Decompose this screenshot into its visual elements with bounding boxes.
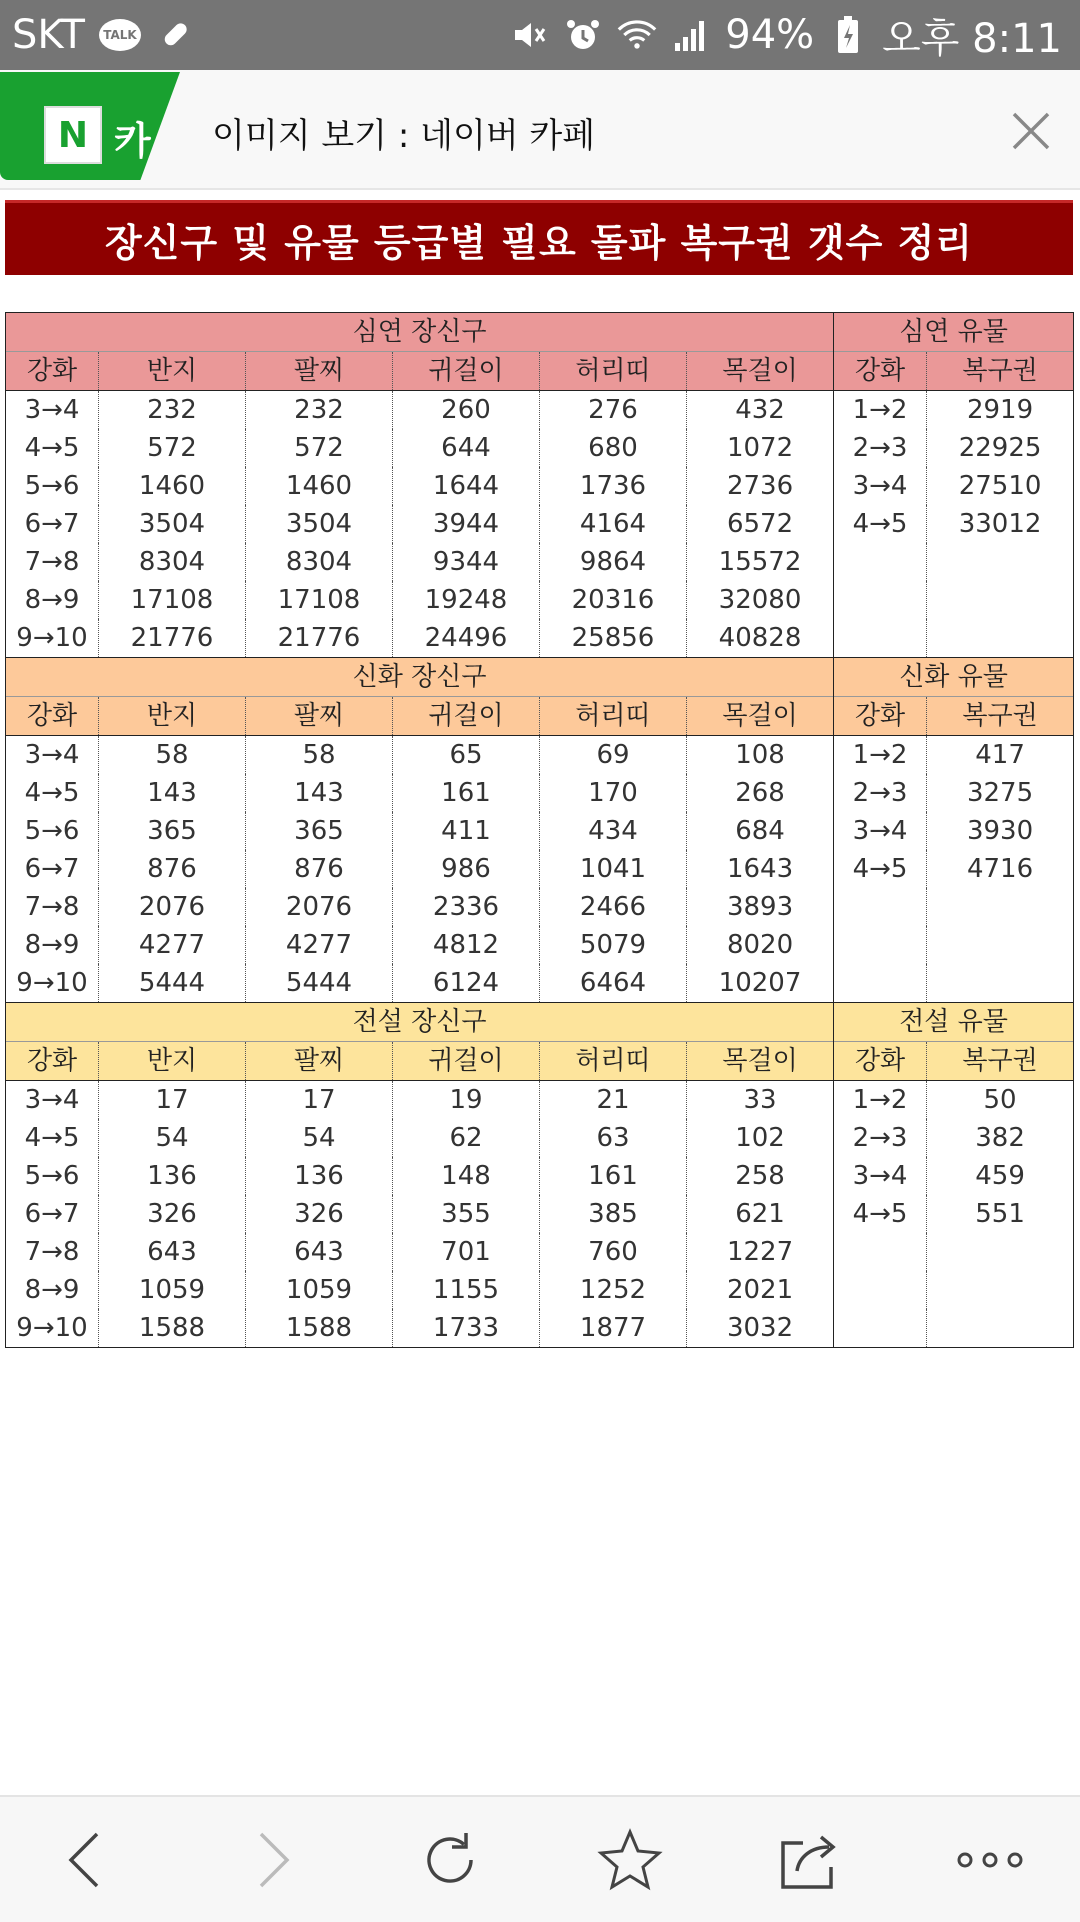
table-cell: 21776 xyxy=(99,619,246,658)
table-cell: 21 xyxy=(540,1081,687,1120)
table-cell: 1252 xyxy=(540,1271,687,1309)
table-cell: 1733 xyxy=(393,1309,540,1348)
table-cell: 459 xyxy=(927,1157,1074,1195)
section-title-row xyxy=(6,1003,1074,1042)
table-cell: 63 xyxy=(540,1119,687,1157)
relic-section-title: 신화 유물 xyxy=(834,658,1074,697)
table-row xyxy=(6,1309,1074,1348)
forward-icon xyxy=(247,1828,297,1892)
table-cell: 7→8 xyxy=(6,888,99,926)
table-cell: 3275 xyxy=(927,774,1074,812)
table-cell: 1227 xyxy=(687,1233,834,1271)
carrier-label: SKT xyxy=(12,12,85,58)
mute-icon xyxy=(509,15,549,55)
table-cell xyxy=(927,543,1074,581)
table-cell: 62 xyxy=(393,1119,540,1157)
table-cell: 17 xyxy=(246,1081,393,1120)
table-cell: 9→10 xyxy=(6,1309,99,1348)
app-header xyxy=(0,70,1080,190)
table-cell: 1588 xyxy=(246,1309,393,1348)
section-title-row xyxy=(6,658,1074,697)
table-cell: 680 xyxy=(540,429,687,467)
table-cell: 15572 xyxy=(687,543,834,581)
table-cell: 4→5 xyxy=(834,850,927,888)
table-cell: 417 xyxy=(927,736,1074,775)
table-cell: 19248 xyxy=(393,581,540,619)
table-cell: 5→6 xyxy=(6,467,99,505)
table-cell: 4277 xyxy=(99,926,246,964)
table-cell xyxy=(834,543,927,581)
table-cell: 27510 xyxy=(927,467,1074,505)
bottom-nav-bar xyxy=(0,1795,1080,1922)
table-cell: 170 xyxy=(540,774,687,812)
table-cell: 572 xyxy=(99,429,246,467)
table-cell: 2736 xyxy=(687,467,834,505)
table-cell: 326 xyxy=(246,1195,393,1233)
table-cell: 5079 xyxy=(540,926,687,964)
column-header: 목걸이 xyxy=(687,352,834,391)
share-icon xyxy=(775,1827,845,1893)
table-cell: 551 xyxy=(927,1195,1074,1233)
table-cell: 25856 xyxy=(540,619,687,658)
table-cell: 4→5 xyxy=(6,429,99,467)
table-cell: 1041 xyxy=(540,850,687,888)
section-title-row xyxy=(6,313,1074,352)
table-cell: 9864 xyxy=(540,543,687,581)
table-row xyxy=(6,429,1074,467)
table-cell: 58 xyxy=(246,736,393,775)
table-cell xyxy=(834,1233,927,1271)
column-header: 귀걸이 xyxy=(393,697,540,736)
table-row xyxy=(6,1081,1074,1120)
table-cell: 3893 xyxy=(687,888,834,926)
column-header: 강화 xyxy=(834,352,927,391)
table-cell: 8→9 xyxy=(6,581,99,619)
table-cell: 20316 xyxy=(540,581,687,619)
table-cell: 326 xyxy=(99,1195,246,1233)
column-header: 강화 xyxy=(6,1042,99,1081)
table-cell: 6572 xyxy=(687,505,834,543)
table-cell xyxy=(834,619,927,658)
column-header: 반지 xyxy=(99,352,246,391)
column-header: 반지 xyxy=(99,1042,246,1081)
page-title: 이미지 보기 : 네이버 카페 xyxy=(212,116,596,156)
table-cell: 1736 xyxy=(540,467,687,505)
table-cell: 8→9 xyxy=(6,1271,99,1309)
table-cell: 136 xyxy=(99,1157,246,1195)
table-cell: 65 xyxy=(393,736,540,775)
table-cell xyxy=(927,964,1074,1003)
table-cell: 382 xyxy=(927,1119,1074,1157)
table-cell: 2→3 xyxy=(834,774,927,812)
column-header: 팔찌 xyxy=(246,352,393,391)
table-cell: 6464 xyxy=(540,964,687,1003)
table-cell: 365 xyxy=(99,812,246,850)
bandage-icon xyxy=(155,15,195,55)
table-cell: 643 xyxy=(246,1233,393,1271)
table-cell: 572 xyxy=(246,429,393,467)
clock: 오후 8:11 xyxy=(882,15,1062,62)
table-cell xyxy=(834,926,927,964)
upgrade-table xyxy=(5,312,1074,1348)
table-cell: 644 xyxy=(393,429,540,467)
column-header: 팔찌 xyxy=(246,697,393,736)
back-icon xyxy=(61,1828,111,1892)
table-cell: 1→2 xyxy=(834,391,927,430)
table-cell: 2021 xyxy=(687,1271,834,1309)
column-header: 강화 xyxy=(834,1042,927,1081)
table-row xyxy=(6,1119,1074,1157)
table-cell: 6→7 xyxy=(6,850,99,888)
table-cell: 143 xyxy=(246,774,393,812)
table-cell: 33 xyxy=(687,1081,834,1120)
table-cell: 3→4 xyxy=(6,1081,99,1120)
table-cell: 2→3 xyxy=(834,429,927,467)
table-cell: 5444 xyxy=(99,964,246,1003)
table-cell: 19 xyxy=(393,1081,540,1120)
table-cell: 621 xyxy=(687,1195,834,1233)
table-cell xyxy=(834,581,927,619)
table-cell xyxy=(834,1271,927,1309)
status-bar xyxy=(0,0,1080,70)
table-cell: 4716 xyxy=(927,850,1074,888)
table-cell: 9344 xyxy=(393,543,540,581)
table-cell: 3→4 xyxy=(6,736,99,775)
table-cell: 4→5 xyxy=(6,1119,99,1157)
table-cell: 32080 xyxy=(687,581,834,619)
table-cell: 148 xyxy=(393,1157,540,1195)
table-cell: 268 xyxy=(687,774,834,812)
table-cell: 1460 xyxy=(99,467,246,505)
table-row xyxy=(6,1271,1074,1309)
column-header: 귀걸이 xyxy=(393,1042,540,1081)
table-cell: 10207 xyxy=(687,964,834,1003)
table-cell: 9→10 xyxy=(6,619,99,658)
table-cell: 69 xyxy=(540,736,687,775)
table-row xyxy=(6,888,1074,926)
column-header: 복구권 xyxy=(927,697,1074,736)
column-header-row xyxy=(6,1042,1074,1081)
table-cell: 6→7 xyxy=(6,1195,99,1233)
column-header-row xyxy=(6,697,1074,736)
table-cell: 2336 xyxy=(393,888,540,926)
table-cell: 3504 xyxy=(246,505,393,543)
table-cell: 643 xyxy=(99,1233,246,1271)
table-cell: 3→4 xyxy=(6,391,99,430)
table-cell: 24496 xyxy=(393,619,540,658)
table-cell: 2466 xyxy=(540,888,687,926)
column-header: 허리띠 xyxy=(540,1042,687,1081)
table-cell: 5→6 xyxy=(6,812,99,850)
more-icon xyxy=(955,1845,1025,1875)
table-cell xyxy=(927,581,1074,619)
table-cell: 684 xyxy=(687,812,834,850)
forward-button[interactable] xyxy=(232,1825,312,1895)
table-cell: 58 xyxy=(99,736,246,775)
column-header: 복구권 xyxy=(927,1042,1074,1081)
table-cell: 3→4 xyxy=(834,812,927,850)
table-cell: 7→8 xyxy=(6,1233,99,1271)
table-row xyxy=(6,736,1074,775)
battery-icon xyxy=(828,15,868,55)
table-row xyxy=(6,505,1074,543)
table-cell: 876 xyxy=(99,850,246,888)
column-header: 강화 xyxy=(6,697,99,736)
bookmark-button[interactable] xyxy=(590,1825,670,1895)
table-cell: 8→9 xyxy=(6,926,99,964)
table-row xyxy=(6,926,1074,964)
table-cell: 2919 xyxy=(927,391,1074,430)
table-cell: 1588 xyxy=(99,1309,246,1348)
table-row xyxy=(6,619,1074,658)
table-cell xyxy=(927,926,1074,964)
table-cell: 4→5 xyxy=(6,774,99,812)
table-cell: 385 xyxy=(540,1195,687,1233)
table-cell: 276 xyxy=(540,391,687,430)
table-cell: 2→3 xyxy=(834,1119,927,1157)
table-cell: 232 xyxy=(246,391,393,430)
table-cell: 161 xyxy=(540,1157,687,1195)
table-cell: 2076 xyxy=(246,888,393,926)
more-button[interactable] xyxy=(950,1825,1030,1895)
table-cell: 54 xyxy=(99,1119,246,1157)
table-cell: 1460 xyxy=(246,467,393,505)
column-header: 강화 xyxy=(6,352,99,391)
alarm-icon xyxy=(563,15,603,55)
battery-percent: 94% xyxy=(725,12,815,58)
table-cell: 21776 xyxy=(246,619,393,658)
table-row xyxy=(6,467,1074,505)
table-cell: 6→7 xyxy=(6,505,99,543)
table-cell: 5→6 xyxy=(6,1157,99,1195)
table-cell: 22925 xyxy=(927,429,1074,467)
table-cell: 411 xyxy=(393,812,540,850)
refresh-icon xyxy=(417,1827,483,1893)
column-header: 반지 xyxy=(99,697,246,736)
table-cell: 3→4 xyxy=(834,1157,927,1195)
table-cell xyxy=(927,888,1074,926)
table-cell: 8020 xyxy=(687,926,834,964)
table-cell: 1059 xyxy=(246,1271,393,1309)
table-cell: 5444 xyxy=(246,964,393,1003)
section-title: 신화 장신구 xyxy=(6,658,834,697)
table-cell: 232 xyxy=(99,391,246,430)
talk-icon: TALK xyxy=(99,19,141,51)
table-cell: 1059 xyxy=(99,1271,246,1309)
table-cell: 7→8 xyxy=(6,543,99,581)
table-cell: 1877 xyxy=(540,1309,687,1348)
table-row xyxy=(6,1195,1074,1233)
table-cell: 143 xyxy=(99,774,246,812)
table-cell: 40828 xyxy=(687,619,834,658)
signal-icon xyxy=(671,15,711,55)
table-cell: 50 xyxy=(927,1081,1074,1120)
table-cell: 4→5 xyxy=(834,1195,927,1233)
table-cell xyxy=(927,619,1074,658)
section-title: 심연 장신구 xyxy=(6,313,834,352)
share-button[interactable] xyxy=(770,1825,850,1895)
table-cell: 1072 xyxy=(687,429,834,467)
table-row xyxy=(6,850,1074,888)
table-cell: 108 xyxy=(687,736,834,775)
column-header: 허리띠 xyxy=(540,352,687,391)
table-cell xyxy=(834,888,927,926)
table-row xyxy=(6,1233,1074,1271)
table-cell: 17108 xyxy=(99,581,246,619)
table-cell: 33012 xyxy=(927,505,1074,543)
table-row xyxy=(6,543,1074,581)
table-cell: 4277 xyxy=(246,926,393,964)
table-cell: 161 xyxy=(393,774,540,812)
table-cell: 760 xyxy=(540,1233,687,1271)
relic-section-title: 심연 유물 xyxy=(834,313,1074,352)
column-header: 팔찌 xyxy=(246,1042,393,1081)
table-cell: 8304 xyxy=(99,543,246,581)
close-button[interactable] xyxy=(1006,106,1056,156)
naver-logo-icon: N xyxy=(44,106,102,164)
table-cell: 260 xyxy=(393,391,540,430)
table-cell: 365 xyxy=(246,812,393,850)
table-row xyxy=(6,964,1074,1003)
column-header: 목걸이 xyxy=(687,697,834,736)
table-cell: 1→2 xyxy=(834,736,927,775)
table-cell: 876 xyxy=(246,850,393,888)
back-button[interactable] xyxy=(46,1825,126,1895)
table-cell: 434 xyxy=(540,812,687,850)
table-cell: 986 xyxy=(393,850,540,888)
table-cell: 3944 xyxy=(393,505,540,543)
naver-logo-text: 카 xyxy=(114,119,151,163)
table-cell: 54 xyxy=(246,1119,393,1157)
table-row xyxy=(6,774,1074,812)
table-cell xyxy=(927,1233,1074,1271)
column-header: 복구권 xyxy=(927,352,1074,391)
column-header: 허리띠 xyxy=(540,697,687,736)
close-icon xyxy=(1006,106,1056,156)
table-cell: 102 xyxy=(687,1119,834,1157)
table-cell xyxy=(834,964,927,1003)
column-header: 귀걸이 xyxy=(393,352,540,391)
table-cell: 136 xyxy=(246,1157,393,1195)
table-cell: 355 xyxy=(393,1195,540,1233)
table-cell: 1155 xyxy=(393,1271,540,1309)
table-row xyxy=(6,812,1074,850)
table-cell xyxy=(927,1309,1074,1348)
image-banner-title: 장신구 및 유물 등급별 필요 돌파 복구권 갯수 정리 xyxy=(5,200,1073,275)
table-row xyxy=(6,1157,1074,1195)
table-cell: 3→4 xyxy=(834,467,927,505)
table-cell: 4164 xyxy=(540,505,687,543)
table-cell: 1→2 xyxy=(834,1081,927,1120)
star-icon xyxy=(597,1827,663,1893)
table-cell: 9→10 xyxy=(6,964,99,1003)
column-header-row xyxy=(6,352,1074,391)
table-row xyxy=(6,391,1074,430)
table-cell: 17 xyxy=(99,1081,246,1120)
wifi-icon xyxy=(617,15,657,55)
section-title: 전설 장신구 xyxy=(6,1003,834,1042)
table-row xyxy=(6,581,1074,619)
table-cell: 6124 xyxy=(393,964,540,1003)
relic-section-title: 전설 유물 xyxy=(834,1003,1074,1042)
table-cell: 3504 xyxy=(99,505,246,543)
table-cell: 4→5 xyxy=(834,505,927,543)
column-header: 목걸이 xyxy=(687,1042,834,1081)
table-cell: 258 xyxy=(687,1157,834,1195)
table-cell: 3930 xyxy=(927,812,1074,850)
table-cell xyxy=(834,1309,927,1348)
table-cell: 2076 xyxy=(99,888,246,926)
table-cell: 1644 xyxy=(393,467,540,505)
table-cell xyxy=(927,1271,1074,1309)
table-cell: 3032 xyxy=(687,1309,834,1348)
table-cell: 1643 xyxy=(687,850,834,888)
column-header: 강화 xyxy=(834,697,927,736)
table-cell: 432 xyxy=(687,391,834,430)
table-cell: 701 xyxy=(393,1233,540,1271)
table-cell: 8304 xyxy=(246,543,393,581)
table-cell: 4812 xyxy=(393,926,540,964)
refresh-button[interactable] xyxy=(410,1825,490,1895)
table-cell: 17108 xyxy=(246,581,393,619)
